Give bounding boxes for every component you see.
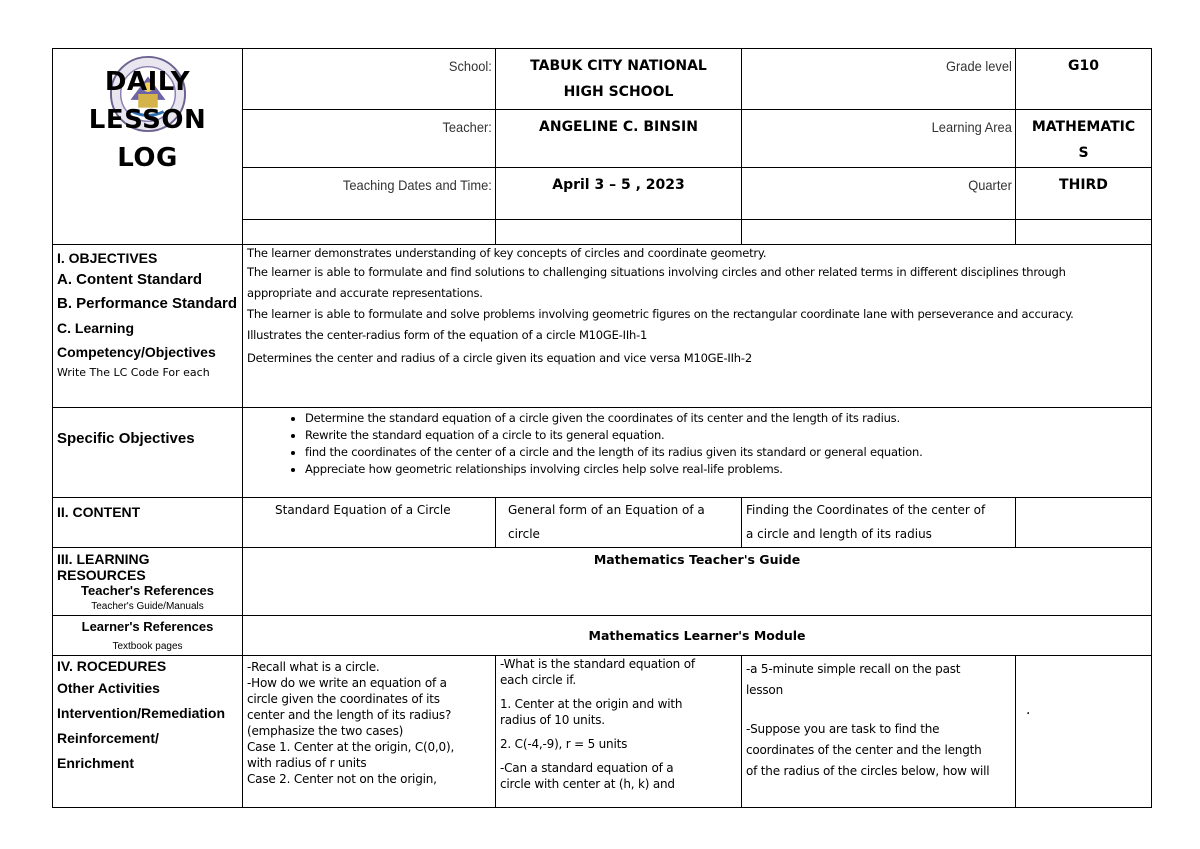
content-label: II. CONTENT: [53, 498, 243, 548]
reinforcement-label: Reinforcement/: [57, 730, 159, 746]
proc-line: of the radius of the circles below, how will: [746, 764, 990, 778]
title-line-daily: DAILY: [104, 67, 191, 97]
blank-cell: [742, 220, 1016, 245]
proc-line: coordinates of the center and the length: [746, 743, 982, 757]
content-col2-line2: circle: [508, 527, 540, 541]
enrichment-label: Enrichment: [57, 755, 135, 771]
resources-heading: III. LEARNING RESOURCES: [57, 551, 150, 583]
header-row-school: [53, 49, 1152, 110]
area-value-line1: MATHEMATIC: [1031, 119, 1136, 135]
content-col3: [742, 498, 1016, 548]
procedures-labels: [53, 656, 243, 808]
objectives-row: [53, 245, 1152, 408]
objectives-labels: [53, 245, 243, 408]
proc-line: 1. Center at the origin and with: [500, 697, 683, 711]
procedures-col1: [243, 656, 496, 808]
specific-objectives-row: [53, 408, 1152, 498]
procedures-heading: IV. ROCEDURES: [57, 658, 167, 674]
grade-label: Grade level: [763, 49, 1015, 110]
intervention-label: Intervention/Remediation: [57, 705, 226, 721]
content-row: [53, 498, 1152, 548]
proc-line: Case 2. Center not on the origin,: [247, 772, 437, 786]
title-cell: [53, 49, 243, 245]
list-item: • find the coordinates of the center of a circle and the length of its radius given its standard or general equation.: [305, 444, 1147, 461]
objective-line: Determines the center and radius of a circle given its equation and vice versa M10GE-IIh-2: [247, 351, 752, 365]
specific-objectives-list: [247, 410, 1147, 478]
title-line-log: LOG: [117, 143, 178, 173]
teacher-ref-sub: Teacher's Guide/Manuals: [91, 601, 204, 612]
list-item: • Rewrite the standard equation of a circle to its general equation.: [305, 427, 1147, 444]
teacher-value: ANGELINE C. BINSIN: [496, 110, 742, 168]
dates-label: Teaching Dates and Time:: [263, 168, 496, 220]
proc-line: circle given the coordinates of its: [247, 692, 440, 706]
teacher-guide-value: Mathematics Teacher's Guide: [243, 548, 1152, 616]
blank-cell: [496, 220, 742, 245]
proc-line: each circle if.: [500, 673, 576, 687]
content-col3-line1: Finding the Coordinates of the center of: [746, 503, 986, 517]
objective-line: The learner is able to formulate and find solutions to challenging situations involving circles and other related terms in different disciplines through: [247, 265, 1066, 279]
teacher-ref-label: Teacher's References: [81, 583, 214, 598]
learner-ref-sub: Textbook pages: [112, 641, 183, 652]
area-label: Learning Area: [763, 110, 1015, 168]
learner-module-value: Mathematics Learner's Module: [243, 616, 1152, 656]
proc-line: circle with center at (h, k) and: [500, 777, 675, 791]
quarter-label: Quarter: [763, 168, 1015, 220]
list-item: • Appreciate how geometric relationships involving circles help solve real-life problems.: [305, 461, 1147, 478]
proc-line: with radius of r units: [247, 756, 367, 770]
proc-line: 2. C(-4,-9), r = 5 units: [500, 737, 628, 751]
proc-line: (emphasize the two cases): [247, 724, 404, 738]
resources-learner-label: [53, 616, 243, 656]
resources-learner-row: [53, 616, 1152, 656]
content-standard-label: A. Content Standard: [57, 271, 202, 288]
content-col3-line2: a circle and length of its radius: [746, 527, 932, 541]
proc-line: -Recall what is a circle.: [247, 660, 380, 674]
lc-code-note: Write The LC Code For each: [57, 366, 210, 379]
resources-teacher-label: [53, 548, 243, 616]
proc-line: -Can a standard equation of a: [500, 761, 674, 775]
school-label: School:: [263, 49, 496, 110]
teacher-label: Teacher:: [263, 110, 496, 168]
objective-line: appropriate and accurate representations.: [247, 286, 483, 300]
content-col2-line1: General form of an Equation of a: [508, 503, 705, 517]
competency-label: Competency/Objectives: [57, 344, 216, 360]
school-value-line2: HIGH SCHOOL: [563, 84, 674, 100]
proc-line: -What is the standard equation of: [500, 657, 695, 671]
specific-objectives-label: Specific Objectives: [53, 408, 243, 498]
objective-line: The learner is able to formulate and solve problems involving geometric figures on the rectangular coordinate lane with perseverance and accuracy.: [247, 307, 1074, 321]
performance-standard-label: B. Performance Standard: [57, 295, 238, 312]
proc-dot: .: [1026, 702, 1031, 718]
school-value: [496, 49, 742, 110]
content-col1: Standard Equation of a Circle: [243, 498, 496, 548]
objectives-content: [243, 245, 1152, 408]
school-value-line1: TABUK CITY NATIONAL: [530, 58, 707, 74]
objectives-heading: I. OBJECTIVES: [57, 250, 158, 266]
proc-line: -How do we write an equation of a: [247, 676, 447, 690]
resources-teacher-row: [53, 548, 1152, 616]
procedures-col2: [496, 656, 742, 808]
specific-objectives-content: [243, 408, 1152, 498]
daily-lesson-log-table: [52, 48, 1152, 808]
procedures-col3: [742, 656, 1016, 808]
teacher-ref-group: [57, 583, 238, 615]
learning-label: C. Learning: [57, 320, 135, 336]
learner-ref-label: Learner's References: [81, 619, 214, 634]
proc-line: center and the length of its radius?: [247, 708, 452, 722]
dates-value: April 3 – 5 , 2023: [496, 168, 742, 220]
proc-line: -a 5-minute simple recall on the past: [746, 662, 961, 676]
blank-cell: [243, 220, 496, 245]
procedures-row: [53, 656, 1152, 808]
title-line-lesson: LESSON: [88, 105, 207, 135]
area-value: [1016, 110, 1152, 168]
objective-line: Illustrates the center-radius form of the equation of a circle M10GE-IIh-1: [247, 328, 648, 342]
content-col4: [1016, 498, 1152, 548]
list-item: • Determine the standard equation of a circle given the coordinates of its center and the length of its radius.: [305, 410, 1147, 427]
other-activities-label: Other Activities: [57, 680, 160, 696]
procedures-col4: [1016, 656, 1152, 808]
proc-line: -Suppose you are task to find the: [746, 722, 940, 736]
content-col2: [496, 498, 742, 548]
quarter-value: THIRD: [1016, 168, 1152, 220]
objective-line: The learner demonstrates understanding of key concepts of circles and coordinate geometry.: [247, 246, 767, 260]
grade-value: G10: [1016, 49, 1152, 110]
area-value-line2: S: [1078, 145, 1089, 161]
proc-line: lesson: [746, 683, 783, 697]
proc-line: Case 1. Center at the origin, C(0,0),: [247, 740, 455, 754]
blank-cell: [1016, 220, 1152, 245]
proc-line: radius of 10 units.: [500, 713, 605, 727]
